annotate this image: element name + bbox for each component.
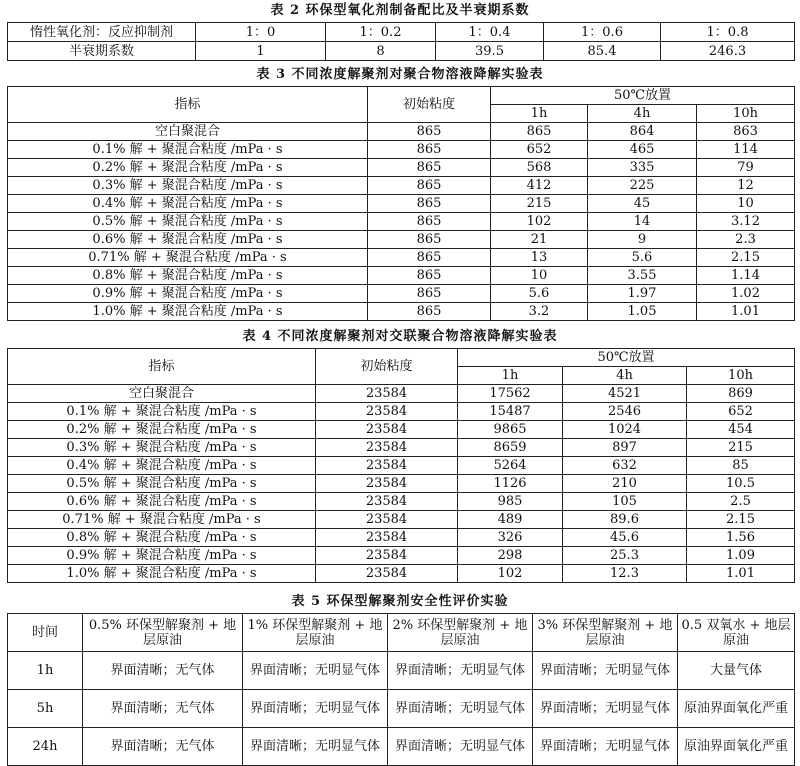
table-cell: 632 [563, 457, 687, 475]
row-label: 0.2% 解 + 聚混合粘度 /mPa · s [8, 421, 316, 439]
table-cell: 465 [588, 141, 697, 159]
table-row [8, 511, 795, 529]
table-cell: 界面清晰；无明显气体 [243, 690, 388, 728]
table2-cell: 1：0 [196, 23, 326, 42]
table-cell: 102 [491, 213, 588, 231]
row-label: 0.8% 解 + 聚混合粘度 /mPa · s [8, 267, 368, 285]
row-label: 0.4% 解 + 聚混合粘度 /mPa · s [8, 457, 316, 475]
table-cell: 79 [697, 159, 795, 177]
table-cell: 5264 [458, 457, 563, 475]
table3-header-time: 10h [697, 105, 795, 123]
table-cell: 105 [563, 493, 687, 511]
table-row [8, 565, 795, 583]
row-label: 0.2% 解 + 聚混合粘度 /mPa · s [8, 159, 368, 177]
table-cell: 869 [687, 385, 795, 403]
table3-header-group: 50℃放置 [491, 87, 795, 105]
table-cell: 215 [687, 439, 795, 457]
table-cell: 2.15 [697, 249, 795, 267]
table-cell: 界面清晰；无明显气体 [388, 690, 533, 728]
table-cell: 865 [368, 231, 491, 249]
table-row [8, 690, 795, 728]
row-label: 0.6% 解 + 聚混合粘度 /mPa · s [8, 231, 368, 249]
row-label: 0.5% 解 + 聚混合粘度 /mPa · s [8, 475, 316, 493]
table-row [8, 457, 795, 475]
table-cell: 568 [491, 159, 588, 177]
row-label: 0.3% 解 + 聚混合粘度 /mPa · s [8, 439, 316, 457]
table4-header-row [8, 349, 795, 367]
table-cell: 2546 [563, 403, 687, 421]
table-cell: 1126 [458, 475, 563, 493]
table5-header-col: 3% 环保型解聚剂 + 地层原油 [533, 614, 678, 652]
table2-cell: 1：0.2 [326, 23, 436, 42]
table-cell: 5.6 [588, 249, 697, 267]
table-cell: 1.97 [588, 285, 697, 303]
table-cell: 23584 [316, 403, 458, 421]
table-cell: 界面清晰；无明显气体 [388, 652, 533, 690]
row-label: 0.4% 解 + 聚混合粘度 /mPa · s [8, 195, 368, 213]
table-cell: 4521 [563, 385, 687, 403]
table4-header-time: 4h [563, 367, 687, 385]
table-cell: 865 [368, 267, 491, 285]
table-cell: 3.55 [588, 267, 697, 285]
table-row [8, 195, 795, 213]
table2-cell: 1 [196, 42, 326, 61]
row-label: 24h [8, 728, 83, 766]
table-row [8, 123, 795, 141]
table-row [8, 652, 795, 690]
table-cell: 23584 [316, 547, 458, 565]
table-cell: 25.3 [563, 547, 687, 565]
table-cell: 13 [491, 249, 588, 267]
row-label: 0.5% 解 + 聚混合粘度 /mPa · s [8, 213, 368, 231]
table4-header-time: 1h [458, 367, 563, 385]
table-cell: 89.6 [563, 511, 687, 529]
table3-header-index: 指标 [8, 87, 368, 123]
table-row [8, 177, 795, 195]
table-cell: 8659 [458, 439, 563, 457]
table-cell: 326 [458, 529, 563, 547]
table-cell: 45.6 [563, 529, 687, 547]
table-row [8, 285, 795, 303]
table-cell: 298 [458, 547, 563, 565]
table5 [7, 613, 795, 766]
table-cell: 12 [697, 177, 795, 195]
row-label: 0.8% 解 + 聚混合粘度 /mPa · s [8, 529, 316, 547]
row-label: 空白聚混合 [8, 123, 368, 141]
table-cell: 210 [563, 475, 687, 493]
table-cell: 897 [563, 439, 687, 457]
row-label: 5h [8, 690, 83, 728]
table-cell: 23584 [316, 511, 458, 529]
table-cell: 23584 [316, 565, 458, 583]
table-cell: 界面清晰；无气体 [83, 690, 243, 728]
table-cell: 865 [368, 213, 491, 231]
table-cell: 10 [697, 195, 795, 213]
table5-caption: 表 5 环保型解聚剂安全性评价实验 [291, 594, 509, 609]
table5-body [8, 652, 795, 766]
table-row [8, 547, 795, 565]
table2-cell: 1：0.4 [436, 23, 544, 42]
table-cell: 652 [491, 141, 588, 159]
table-cell: 2.5 [687, 493, 795, 511]
table-cell: 5.6 [491, 285, 588, 303]
table-cell: 864 [588, 123, 697, 141]
table4-header-time: 10h [687, 367, 795, 385]
table-cell: 865 [368, 285, 491, 303]
table-cell: 865 [368, 303, 491, 321]
table4-header-group: 50℃放置 [458, 349, 795, 367]
table-cell: 大量气体 [678, 652, 795, 690]
table-row [8, 385, 795, 403]
table-row [8, 159, 795, 177]
table-cell: 界面清晰；无明显气体 [533, 690, 678, 728]
table-cell: 原油界面氧化严重 [678, 690, 795, 728]
row-label: 1.0% 解 + 聚混合粘度 /mPa · s [8, 303, 368, 321]
table-cell: 225 [588, 177, 697, 195]
table-cell: 1024 [563, 421, 687, 439]
row-label: 0.1% 解 + 聚混合粘度 /mPa · s [8, 403, 316, 421]
table5-header-col: 0.5% 环保型解聚剂 + 地层原油 [83, 614, 243, 652]
table5-header-col: 0.5 双氧水 + 地层原油 [678, 614, 795, 652]
table3-header-time: 1h [491, 105, 588, 123]
table2-cell: 1：0.6 [544, 23, 661, 42]
table2 [7, 22, 795, 61]
row-label: 0.9% 解 + 聚混合粘度 /mPa · s [8, 285, 368, 303]
table3-header-time: 4h [588, 105, 697, 123]
table4-header-index: 指标 [8, 349, 316, 385]
table-cell: 985 [458, 493, 563, 511]
table-cell: 489 [458, 511, 563, 529]
table-cell: 界面清晰；无明显气体 [243, 652, 388, 690]
table2-cell: 85.4 [544, 42, 661, 61]
table-row [8, 303, 795, 321]
table-cell: 界面清晰；无明显气体 [533, 728, 678, 766]
table-row [8, 267, 795, 285]
table-row [8, 421, 795, 439]
table3 [7, 86, 795, 321]
table5-header-time: 时间 [8, 614, 83, 652]
table-cell: 23584 [316, 385, 458, 403]
row-label: 1.0% 解 + 聚混合粘度 /mPa · s [8, 565, 316, 583]
table-cell: 23584 [316, 475, 458, 493]
table-cell: 1.02 [697, 285, 795, 303]
table-cell: 1.09 [687, 547, 795, 565]
table-cell: 界面清晰；无气体 [83, 652, 243, 690]
table-cell: 界面清晰；无明显气体 [533, 652, 678, 690]
table2-caption: 表 2 环保型氧化剂制备配比及半衰期系数 [270, 3, 530, 18]
table-cell: 1.56 [687, 529, 795, 547]
table-cell: 2.3 [697, 231, 795, 249]
table2-ratio-row [8, 23, 795, 42]
table-cell: 335 [588, 159, 697, 177]
table2-row-label: 惰性氧化剂：反应抑制剂 [8, 23, 196, 42]
row-label: 0.71% 解 + 聚混合粘度 /mPa · s [8, 511, 316, 529]
row-label: 0.1% 解 + 聚混合粘度 /mPa · s [8, 141, 368, 159]
row-label: 0.3% 解 + 聚混合粘度 /mPa · s [8, 177, 368, 195]
table-cell: 114 [697, 141, 795, 159]
row-label: 0.6% 解 + 聚混合粘度 /mPa · s [8, 493, 316, 511]
table-cell: 23584 [316, 457, 458, 475]
table-cell: 14 [588, 213, 697, 231]
table-cell: 865 [368, 159, 491, 177]
table-cell: 2.15 [687, 511, 795, 529]
table-cell: 1.01 [697, 303, 795, 321]
table-row [8, 231, 795, 249]
table-cell: 3.2 [491, 303, 588, 321]
table-cell: 15487 [458, 403, 563, 421]
table-cell: 23584 [316, 529, 458, 547]
table-cell: 3.12 [697, 213, 795, 231]
row-label: 0.71% 解 + 聚混合粘度 /mPa · s [8, 249, 368, 267]
table-cell: 85 [687, 457, 795, 475]
table-cell: 865 [368, 177, 491, 195]
table2-cell: 1：0.8 [661, 23, 795, 42]
table-cell: 原油界面氧化严重 [678, 728, 795, 766]
table-row [8, 439, 795, 457]
table-cell: 412 [491, 177, 588, 195]
table-cell: 865 [368, 249, 491, 267]
table-row [8, 529, 795, 547]
table-cell: 界面清晰；无气体 [83, 728, 243, 766]
table-cell: 865 [368, 123, 491, 141]
table-cell: 865 [368, 195, 491, 213]
table3-header-initial: 初始粘度 [368, 87, 491, 123]
table2-cell: 246.3 [661, 42, 795, 61]
table5-header-row [8, 614, 795, 652]
row-label: 0.9% 解 + 聚混合粘度 /mPa · s [8, 547, 316, 565]
table4 [7, 348, 795, 583]
table-cell: 45 [588, 195, 697, 213]
table-cell: 9865 [458, 421, 563, 439]
table-cell: 1.14 [697, 267, 795, 285]
table-row [8, 249, 795, 267]
table2-halflife-row [8, 42, 795, 61]
table-row [8, 141, 795, 159]
table5-header-col: 2% 环保型解聚剂 + 地层原油 [388, 614, 533, 652]
table-row [8, 403, 795, 421]
table4-body [8, 385, 795, 583]
table-cell: 界面清晰；无明显气体 [388, 728, 533, 766]
table-cell: 12.3 [563, 565, 687, 583]
table-row [8, 493, 795, 511]
table5-header-col: 1% 环保型解聚剂 + 地层原油 [243, 614, 388, 652]
row-label: 1h [8, 652, 83, 690]
table4-caption: 表 4 不同浓度解聚剂对交联聚合物溶液降解实验表 [242, 329, 558, 344]
table-cell: 10 [491, 267, 588, 285]
table-cell: 9 [588, 231, 697, 249]
table-cell: 10.5 [687, 475, 795, 493]
table-cell: 102 [458, 565, 563, 583]
table-row [8, 475, 795, 493]
table2-cell: 39.5 [436, 42, 544, 61]
table-cell: 界面清晰；无明显气体 [243, 728, 388, 766]
table3-body [8, 123, 795, 321]
table-cell: 1.05 [588, 303, 697, 321]
table-row [8, 728, 795, 766]
table-cell: 17562 [458, 385, 563, 403]
table-cell: 865 [491, 123, 588, 141]
table-cell: 21 [491, 231, 588, 249]
table-cell: 863 [697, 123, 795, 141]
table-cell: 23584 [316, 439, 458, 457]
table-row [8, 213, 795, 231]
table-cell: 652 [687, 403, 795, 421]
table-cell: 1.01 [687, 565, 795, 583]
table-cell: 23584 [316, 421, 458, 439]
table3-caption: 表 3 不同浓度解聚剂对聚合物溶液降解实验表 [256, 67, 544, 82]
table-cell: 215 [491, 195, 588, 213]
table-cell: 23584 [316, 493, 458, 511]
table2-cell: 8 [326, 42, 436, 61]
table4-header-initial: 初始粘度 [316, 349, 458, 385]
table3-header-row [8, 87, 795, 105]
table-cell: 454 [687, 421, 795, 439]
table2-row-label: 半衰期系数 [8, 42, 196, 61]
table-cell: 865 [368, 141, 491, 159]
row-label: 空白聚混合 [8, 385, 316, 403]
